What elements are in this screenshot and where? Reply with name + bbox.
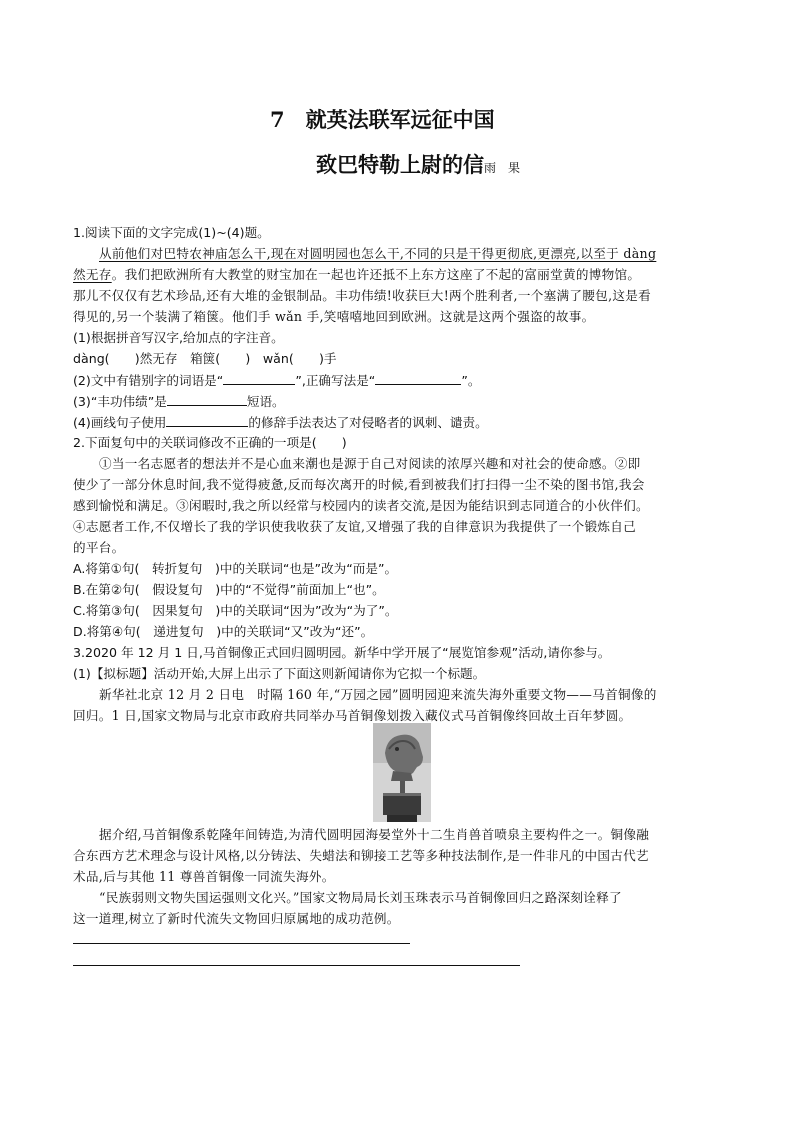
answer-line-2[interactable]: [73, 965, 520, 966]
q3-prompt: 3.2020 年 12 月 1 日,马首铜像正式回归圆明园。新华中学开展了“展览馆参观”活动,请你参与。: [73, 645, 611, 660]
q1-passage-line-3: 那儿不仅仅有艺术珍品,还有大堆的金银制品。丰功伟绩!收获巨大!两个胜利者,一个塞满了腰包,这是看: [73, 288, 652, 303]
q1-passage-line-2: [73, 265, 640, 285]
lesson-subtitle: [316, 149, 520, 179]
q3-news-line-2: 回归。1 日,国家文物局与北京市政府共同举办马首铜像划拨入藏仪式马首铜像终回故土百年梦圆。: [73, 708, 632, 723]
q1-prompt: 1.阅读下面的文字完成(1)~(4)题。: [73, 225, 270, 240]
q1-sub2: [73, 370, 480, 391]
q3-news2-line-1: 据介绍,马首铜像系乾隆年间铸造,为清代圆明园海晏堂外十二生肖兽首喷泉主要构件之一。铜像融: [99, 827, 650, 842]
q1-sub2-c: ”。: [461, 373, 481, 388]
q3-news-line-1: 新华社北京 12 月 2 日电 时隔 160 年,“万园之园”圆明园迎来流失海外重要文物——马首铜像的: [99, 687, 657, 702]
q2-option-d[interactable]: D.将第④句( 递进复句 )中的关联词“又”改为“还”。: [73, 624, 374, 639]
q2-passage-line-4: ④志愿者工作,不仅增长了我的学识使我收获了友谊,又增强了我的自律意识为我提供了一个锻炼自己: [73, 519, 637, 534]
q2-option-b[interactable]: B.在第②句( 假设复句 )中的“不觉得”前面加上“也”。: [73, 582, 385, 597]
subtitle-text: 致巴特勒上尉的信: [316, 152, 484, 177]
q3-news2-line-5: 这一道理,树立了新时代流失文物回归原属地的成功范例。: [73, 911, 400, 926]
q2-prompt: 2.下面复句中的关联词修改不正确的一项是( ): [73, 435, 347, 450]
q2-passage-line-3: 感到愉悦和满足。③闲暇时,我之所以经常与校园内的读者交流,是因为能结识到志同道合的小伙伴们。: [73, 498, 649, 513]
q1-passage-line-1: [73, 244, 656, 264]
q1-sub2-b: ”,正确写法是“: [295, 373, 376, 388]
q1-sub4: [73, 412, 488, 433]
q1-sub2-blank-2[interactable]: [375, 370, 461, 385]
horse-head-illustration: [373, 723, 431, 822]
q3-news2-line-3: 术品,后与其他 11 尊兽首铜像一同流失海外。: [73, 869, 335, 884]
lesson-title: 7 就英法联军远征中国: [270, 107, 495, 132]
q1-passage-text: 。我们把欧洲所有大教堂的财宝加在一起也许还抵不上东方这座了不起的富丽堂黄的博物馆。: [111, 267, 641, 282]
q1-sub1-fill: dàng( )然无存 箱箧( ) wǎn( )手: [73, 351, 337, 366]
q1-sub4-blank[interactable]: [166, 412, 248, 427]
horse-head-bronze-photo: [373, 723, 431, 822]
q1-passage-underlined: 从前他们对巴特农神庙怎么干,现在对圆明园也怎么干,不同的只是干得更彻底,更漂亮,以至于 dàng: [99, 246, 657, 261]
q3-sub1: (1)【拟标题】活动开始,大屏上出示了下面这则新闻请你为它拟一个标题。: [73, 666, 486, 681]
q2-passage-line-2: 使少了一部分休息时间,我不觉得疲惫,反而每次离开的时候,看到被我们打扫得一尘不染的图书馆,我会: [73, 477, 645, 492]
q1-sub3-b: 短语。: [246, 394, 285, 409]
q1-sub3-blank[interactable]: [167, 391, 247, 406]
q1-sub2-a: (2)文中有错别字的词语是“: [73, 373, 224, 388]
q1-sub1: (1)根据拼音写汉字,给加点的字注音。: [73, 330, 284, 345]
q3-news2-line-4: “民族弱则文物失国运强则文化兴。”国家文物局局长刘玉珠表示马首铜像回归之路深刻诠释了: [99, 890, 622, 905]
author-name: 雨 果: [484, 161, 521, 175]
q1-sub2-blank-1[interactable]: [223, 370, 295, 385]
q1-sub3: [73, 391, 285, 412]
answer-line-1[interactable]: [73, 943, 410, 944]
q1-sub3-a: (3)“丰功伟绩”是: [73, 394, 167, 409]
q1-sub4-b: 的修辞手法表达了对侵略者的讽刺、谴责。: [248, 415, 488, 430]
q2-option-a[interactable]: A.将第①句( 转折复句 )中的关联词“也是”改为“而是”。: [73, 561, 398, 576]
q3-news2-line-2: 合东西方艺术理念与设计风格,以分铸法、失蜡法和铆接工艺等多种技法制作,是一件非凡的中国古代艺: [73, 848, 649, 863]
q2-passage-line-5: 的平台。: [73, 540, 125, 555]
q1-passage-line-4: 得见的,另一个装满了箱箧。他们手 wǎn 手,笑嘻嘻地回到欧洲。这就是这两个强盗的故事。: [73, 309, 595, 324]
q1-passage-underlined-end: 然无存: [73, 267, 112, 282]
q2-option-c[interactable]: C.将第③句( 因果复句 )中的关联词“因为”改为“为了”。: [73, 603, 398, 618]
q2-passage-line-1: ①当一名志愿者的想法并不是心血来潮也是源于自己对阅读的浓厚兴趣和对社会的使命感。②即: [99, 456, 641, 471]
q1-sub4-a: (4)画线句子使用: [73, 415, 167, 430]
